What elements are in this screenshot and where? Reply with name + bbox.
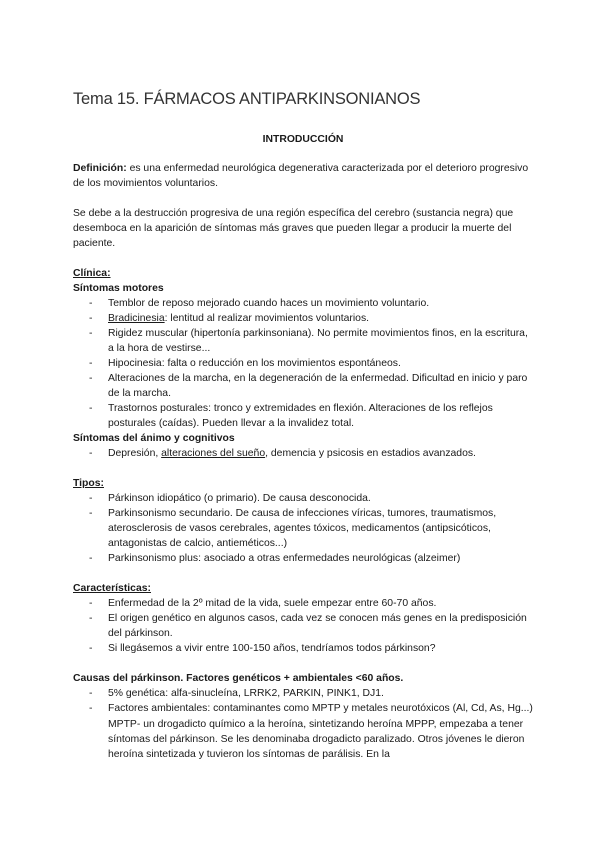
mood-symptoms-list: [73, 446, 533, 461]
page-title: Tema 15. FÁRMACOS ANTIPARKINSONIANOS: [73, 90, 421, 108]
term-bradicinesia: Bradicinesia: [108, 313, 165, 324]
list-item: - Bradicinesia: lentitud al realizar movimientos voluntarios.: [73, 311, 533, 326]
list-item: - Rigidez muscular (hipertonía parkinsoniana). No permite movimientos finos, en la escritura, a la hora de vestirse...: [73, 326, 533, 356]
list-item: - El origen genético en algunos casos, cada vez se conocen más genes en la predisposición del párkinson.: [73, 611, 533, 641]
list-item: - Parkinsonismo secundario. De causa de infecciones víricas, tumores, traumatismos, aterosclerosis de vasos cerebrales, agentes tóxicos, medicamentos (antipsicóticos, antagonistas de calcio, antieméticos...): [73, 506, 533, 551]
list-item: - Depresión, alteraciones del sueño, demencia y psicosis en estadios avanzados.: [73, 446, 533, 461]
causas-list: [73, 686, 533, 762]
list-item: - Parkinsonismo plus: asociado a otras enfermedades neurológicas (alzeimer): [73, 551, 533, 566]
tipos-heading: Tipos:: [73, 478, 104, 489]
list-item: - Hipocinesia: falta o reducción en los movimientos espontáneos.: [73, 356, 533, 371]
list-item: - Si llegásemos a vivir entre 100-150 años, tendríamos todos párkinson?: [73, 641, 533, 656]
definition-paragraph: [73, 161, 533, 191]
list-item: - Párkinson idiopático (o primario). De causa desconocida.: [73, 491, 533, 506]
document-body: [73, 132, 533, 762]
list-item: - Temblor de reposo mejorado cuando haces un movimiento voluntario.: [73, 296, 533, 311]
caracteristicas-heading: Características:: [73, 583, 151, 594]
motor-symptoms-heading: Síntomas motores: [73, 283, 164, 294]
cause-paragraph: Se debe a la destrucción progresiva de una región específica del cerebro (sustancia negra) que desemboca en la aparición de síntomas más graves que pueden llegar a producir la muerte del paciente.: [73, 208, 514, 249]
tipos-list: [73, 491, 533, 566]
section-heading-introduccion: INTRODUCCIÓN: [262, 134, 344, 145]
list-item: - Enfermedad de la 2º mitad de la vida, suele empezar entre 60-70 años.: [73, 596, 533, 611]
ambient-factors-text: - Factores ambientales: contaminantes como MPTP y metales neurotóxicos (Al, Cd, As, Hg...): [108, 703, 533, 714]
motor-symptoms-list: [73, 296, 533, 431]
clinica-heading: Clínica:: [73, 268, 111, 279]
definition-label: Definición:: [73, 163, 127, 174]
list-item: - 5% genética: alfa-sinucleína, LRRK2, PARKIN, PINK1, DJ1.: [73, 686, 533, 701]
causas-heading: Causas del párkinson. Factores genéticos + ambientales <60 años.: [73, 673, 404, 684]
list-item: - Trastornos posturales: tronco y extremidades en flexión. Alteraciones de los reflejos posturales (caídas). Pueden llevar a la invalidez total.: [73, 401, 533, 431]
caracteristicas-list: [73, 596, 533, 656]
definition-text: es una enfermedad neurológica degenerativa caracterizada por el deterioro progresivo de los movimientos voluntarios.: [73, 163, 529, 189]
list-item: [73, 701, 533, 762]
mood-symptoms-heading: Síntomas del ánimo y cognitivos: [73, 433, 235, 444]
term-alteraciones-sueno: alteraciones del sueño: [161, 448, 266, 459]
list-item: - Alteraciones de la marcha, en la degeneración de la enfermedad. Dificultad en inicio y paro de la marcha.: [73, 371, 533, 401]
mptp-text: MPTP- un drogadicto químico a la heroína, sintetizando heroína MPPP, empezaba a tener síntomas del párkinson. Se les denominaba drogadicto paralizado. Otros jóvenes le dieron heroína sintetizada y tuvieron los síntomas de parálisis. En la: [108, 719, 525, 760]
